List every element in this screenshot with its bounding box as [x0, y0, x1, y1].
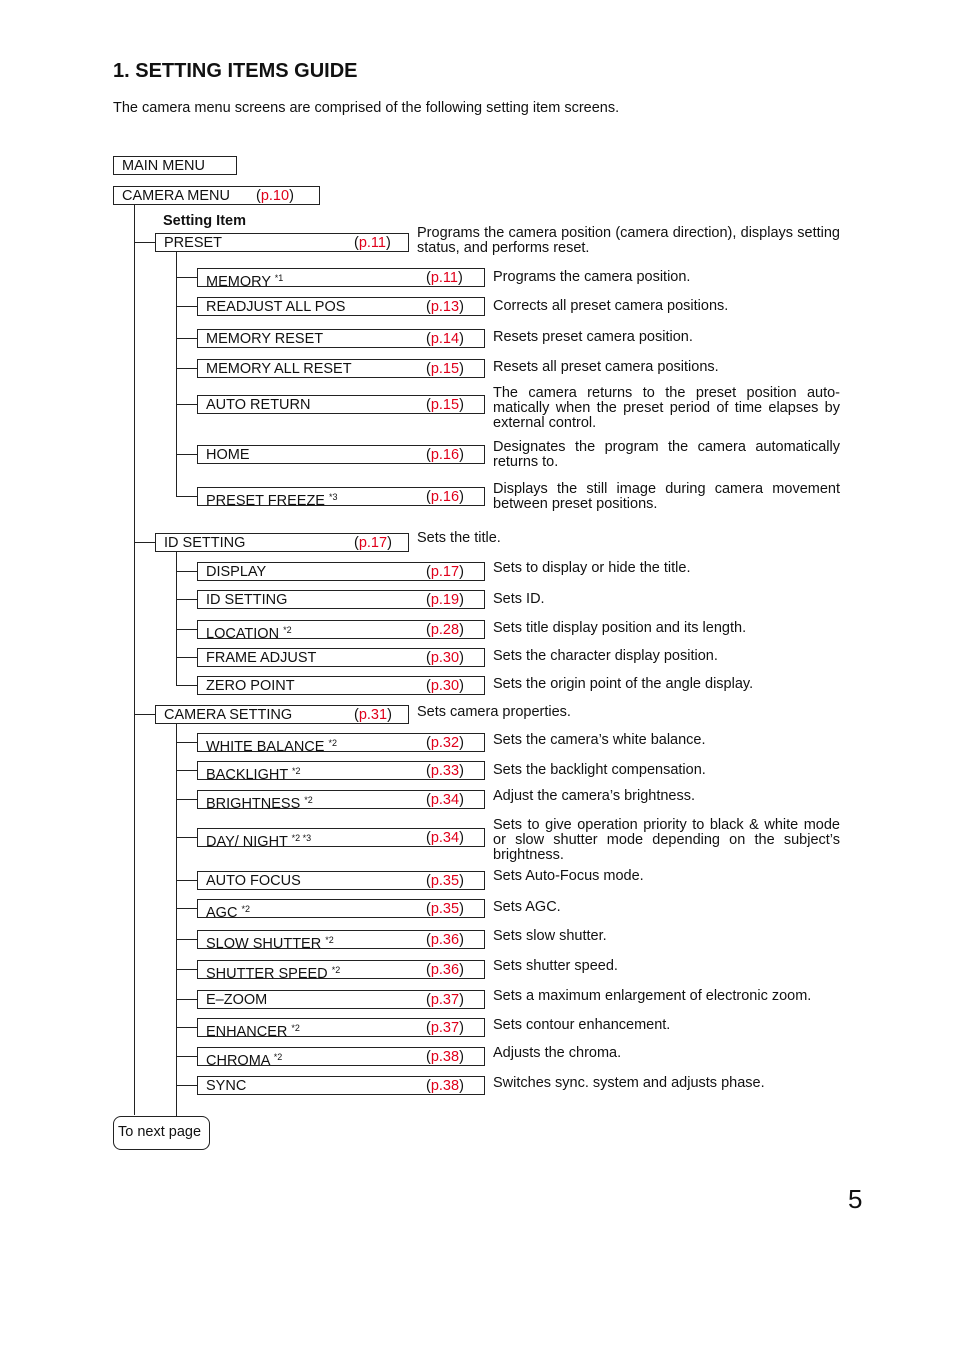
item-connector-line — [176, 742, 197, 743]
setting-item-box-label: DISPLAY — [206, 564, 267, 580]
setting-item-description: Adjust the camera’s brightness. — [493, 788, 696, 804]
group-box-3 — [155, 705, 409, 724]
setting-item-description: Resets preset camera position. — [493, 329, 693, 345]
setting-item-box-label: AUTO FOCUS — [206, 873, 301, 889]
page-title: 1. SETTING ITEMS GUIDE — [113, 60, 358, 82]
setting-item-box-label: READJUST ALL POS — [206, 299, 346, 315]
setting-item-box — [197, 899, 485, 921]
setting-item-box-page-ref: (p.28) — [426, 622, 464, 638]
setting-item-description: Sets ID. — [493, 591, 545, 607]
item-connector-line — [176, 939, 197, 940]
setting-item-box — [197, 395, 485, 414]
item-connector-line — [176, 277, 197, 278]
to-next-page-label: To next page — [118, 1124, 202, 1140]
setting-item-box-page-ref: (p.30) — [426, 678, 464, 694]
setting-item-box — [197, 445, 485, 464]
setting-item-box-label: FRAME ADJUST — [206, 650, 317, 666]
setting-item-box-footnote: *3 — [329, 492, 338, 502]
setting-item-box — [197, 1018, 485, 1040]
item-connector-line — [176, 306, 197, 307]
setting-item-box-footnote: *2 — [304, 795, 313, 805]
setting-item-box-page-ref: (p.16) — [426, 489, 464, 505]
setting-item-box-footnote: *2 — [331, 965, 341, 975]
setting-item-box-label: HOME — [206, 447, 250, 463]
setting-item-box — [197, 828, 485, 850]
group-box-1 — [155, 233, 409, 252]
setting-item-box — [197, 620, 485, 642]
setting-item-description: Adjusts the chroma. — [493, 1045, 622, 1061]
item-connector-line — [176, 599, 197, 600]
setting-item-box — [197, 960, 485, 982]
setting-item-box-label: MEMORY ALL RESET — [206, 361, 352, 377]
item-connector-line — [176, 837, 197, 838]
setting-item-box-page-ref: (p.38) — [426, 1078, 464, 1094]
setting-item-description: Sets a maximum enlargement of electronic zoom. — [493, 988, 812, 1004]
item-connector-line — [176, 1027, 197, 1028]
setting-item-box-page-ref: (p.32) — [426, 735, 464, 751]
setting-item-box-page-ref: (p.15) — [426, 397, 464, 413]
setting-item-box-label: SYNC — [206, 1078, 247, 1094]
setting-item-description: Sets shutter speed. — [493, 958, 618, 974]
setting-item-box-page-ref: (p.11) — [426, 270, 463, 286]
setting-item-box-page-ref: (p.36) — [426, 932, 464, 948]
intro-text: The camera menu screens are comprised of the following setting item screens. — [113, 100, 620, 116]
setting-item-box-footnote: *2 — [291, 766, 301, 776]
setting-item-box-page-ref: (p.37) — [426, 1020, 464, 1036]
setting-item-description: The camera returns to the preset position auto-matically when the preset period of time elapses by external control. — [493, 385, 840, 431]
setting-item-box-label: SLOW SHUTTER $^{*2}$ — [206, 935, 334, 952]
camera-menu-page-ref: (p.10) — [256, 188, 294, 204]
setting-item-box — [197, 790, 485, 812]
item-connector-line — [176, 404, 197, 405]
group-description-2: Sets the title. — [417, 530, 501, 546]
setting-item-box-page-ref: (p.35) — [426, 873, 464, 889]
setting-item-box — [197, 761, 485, 783]
group-sub-trunk-line — [176, 724, 177, 1116]
to-next-page-box — [113, 1116, 210, 1150]
item-connector-line — [176, 629, 197, 630]
setting-item-box — [197, 930, 485, 952]
item-connector-line — [176, 1056, 197, 1057]
group-box-2 — [155, 533, 409, 552]
setting-item-header: Setting Item — [163, 213, 246, 229]
group-sub-trunk-line — [176, 252, 177, 496]
setting-item-description: Sets the character display position. — [493, 648, 718, 664]
setting-item-box — [197, 359, 485, 378]
setting-item-box — [197, 733, 485, 755]
setting-item-description: Sets title display position and its length. — [493, 620, 747, 636]
item-connector-line — [176, 1085, 197, 1086]
item-connector-line — [176, 454, 197, 455]
item-connector-line — [176, 571, 197, 572]
camera-menu-label: CAMERA MENU — [122, 188, 230, 204]
setting-item-box-page-ref: (p.13) — [426, 299, 464, 315]
setting-item-box-page-ref: (p.14) — [426, 331, 464, 347]
setting-item-box-page-ref: (p.34) — [426, 792, 464, 808]
setting-item-box-page-ref: (p.34) — [426, 830, 464, 846]
setting-item-box-footnote: *2 — [325, 935, 334, 945]
setting-item-box — [197, 329, 485, 348]
setting-item-description: Sets the camera’s white balance. — [493, 732, 706, 748]
setting-item-description: Programs the camera position. — [493, 269, 691, 285]
setting-item-box — [197, 562, 485, 581]
setting-item-box-label: ENHANCER $^{*2}$ — [206, 1023, 300, 1040]
camera-menu-box — [113, 186, 320, 205]
setting-item-box — [197, 871, 485, 890]
setting-item-box — [197, 487, 485, 509]
setting-item-description: Switches sync. system and adjusts phase. — [493, 1075, 765, 1091]
setting-item-box — [197, 297, 485, 316]
setting-item-box-footnote: *2 — [283, 625, 292, 635]
setting-item-box-label: AGC $^{*2}$ — [206, 904, 250, 921]
group-box-3-page-ref: (p.31) — [354, 707, 392, 723]
main-menu-box — [113, 156, 237, 175]
setting-item-box-label: AUTO RETURN — [206, 397, 311, 413]
setting-item-description: Sets AGC. — [493, 899, 561, 915]
item-connector-line — [176, 770, 197, 771]
setting-item-box-label: ZERO POINT — [206, 678, 295, 694]
setting-item-box-label: DAY/ NIGHT $^{*2 *3}$ — [206, 833, 312, 850]
setting-item-box-footnote: *2 — [273, 1052, 283, 1062]
setting-item-description: Resets all preset camera positions. — [493, 359, 719, 375]
group-box-1-label: PRESET — [164, 235, 223, 251]
group-connector-line — [134, 714, 155, 715]
item-connector-line — [176, 496, 197, 497]
setting-item-box-label: LOCATION $^{*2}$ — [206, 625, 292, 642]
setting-item-box-footnote: *2 — [241, 904, 250, 914]
group-box-2-label: ID SETTING — [164, 535, 246, 551]
setting-item-box-label: CHROMA $^{*2}$ — [206, 1052, 283, 1069]
setting-item-box-label: PRESET FREEZE $^{*3}$ — [206, 492, 338, 509]
group-box-1-page-ref: (p.11) — [354, 235, 391, 251]
group-connector-line — [134, 242, 155, 243]
setting-item-description: Sets contour enhancement. — [493, 1017, 671, 1033]
item-connector-line — [176, 685, 197, 686]
main-menu-label: MAIN MENU — [122, 158, 205, 174]
item-connector-line — [176, 799, 197, 800]
item-connector-line — [176, 908, 197, 909]
page-number: 5 — [848, 1184, 863, 1214]
setting-item-box-label: BRIGHTNESS $^{*2}$ — [206, 795, 313, 812]
setting-item-description: Displays the still image during camera movement between preset positions. — [493, 481, 840, 512]
setting-item-description: Sets to give operation priority to black & white mode or slow shutter mode depending on the subject’s brightness. — [493, 817, 840, 863]
setting-item-description: Sets Auto-Focus mode. — [493, 868, 644, 884]
setting-item-box-page-ref: (p.38) — [426, 1049, 464, 1065]
setting-item-box-page-ref: (p.30) — [426, 650, 464, 666]
setting-item-box — [197, 676, 485, 695]
setting-item-description: Sets the origin point of the angle display. — [493, 676, 754, 692]
group-connector-line — [134, 542, 155, 543]
setting-item-box-label: SHUTTER SPEED $^{*2}$ — [206, 965, 341, 982]
setting-item-box-page-ref: (p.36) — [426, 962, 464, 978]
group-box-3-label: CAMERA SETTING — [164, 707, 293, 723]
setting-item-box-label: E–ZOOM — [206, 992, 268, 1008]
item-connector-line — [176, 969, 197, 970]
setting-item-box-page-ref: (p.33) — [426, 763, 464, 779]
setting-item-description: Sets the backlight compensation. — [493, 762, 706, 778]
item-connector-line — [176, 999, 197, 1000]
group-description-3: Sets camera properties. — [417, 704, 571, 720]
setting-item-description: Designates the program the camera automatically returns to. — [493, 439, 840, 470]
item-connector-line — [176, 657, 197, 658]
item-connector-line — [176, 880, 197, 881]
item-connector-line — [176, 368, 197, 369]
setting-item-box-label: MEMORY RESET — [206, 331, 324, 347]
setting-item-description: Sets to display or hide the title. — [493, 560, 691, 576]
setting-item-box-page-ref: (p.17) — [426, 564, 464, 580]
setting-item-box-page-ref: (p.35) — [426, 901, 464, 917]
setting-item-box-page-ref: (p.15) — [426, 361, 464, 377]
tree-trunk-line — [134, 205, 135, 1115]
setting-item-box-label: WHITE BALANCE $^{*2}$ — [206, 738, 337, 755]
setting-item-box — [197, 1047, 485, 1069]
setting-item-box-footnote: *2 *3 — [291, 833, 312, 843]
setting-item-box — [197, 990, 485, 1009]
setting-item-box-footnote: *2 — [291, 1023, 300, 1033]
setting-item-box — [197, 648, 485, 667]
setting-item-box — [197, 268, 485, 290]
group-box-2-page-ref: (p.17) — [354, 535, 392, 551]
setting-item-box-label: ID SETTING — [206, 592, 288, 608]
group-description-1: Programs the camera position (camera direction), displays setting status, and performs reset. — [417, 225, 840, 256]
setting-item-description: Sets slow shutter. — [493, 928, 607, 944]
setting-item-box-label: BACKLIGHT $^{*2}$ — [206, 766, 301, 783]
setting-item-box-page-ref: (p.19) — [426, 592, 464, 608]
setting-item-box-footnote: *2 — [328, 738, 337, 748]
setting-item-box — [197, 590, 485, 609]
setting-item-box-page-ref: (p.37) — [426, 992, 464, 1008]
setting-item-box — [197, 1076, 485, 1095]
setting-item-box-footnote: *1 — [274, 273, 284, 283]
item-connector-line — [176, 338, 197, 339]
setting-item-box-page-ref: (p.16) — [426, 447, 464, 463]
setting-item-box-label: MEMORY $^{*1}$ — [206, 273, 284, 290]
setting-item-description: Corrects all preset camera positions. — [493, 298, 729, 314]
